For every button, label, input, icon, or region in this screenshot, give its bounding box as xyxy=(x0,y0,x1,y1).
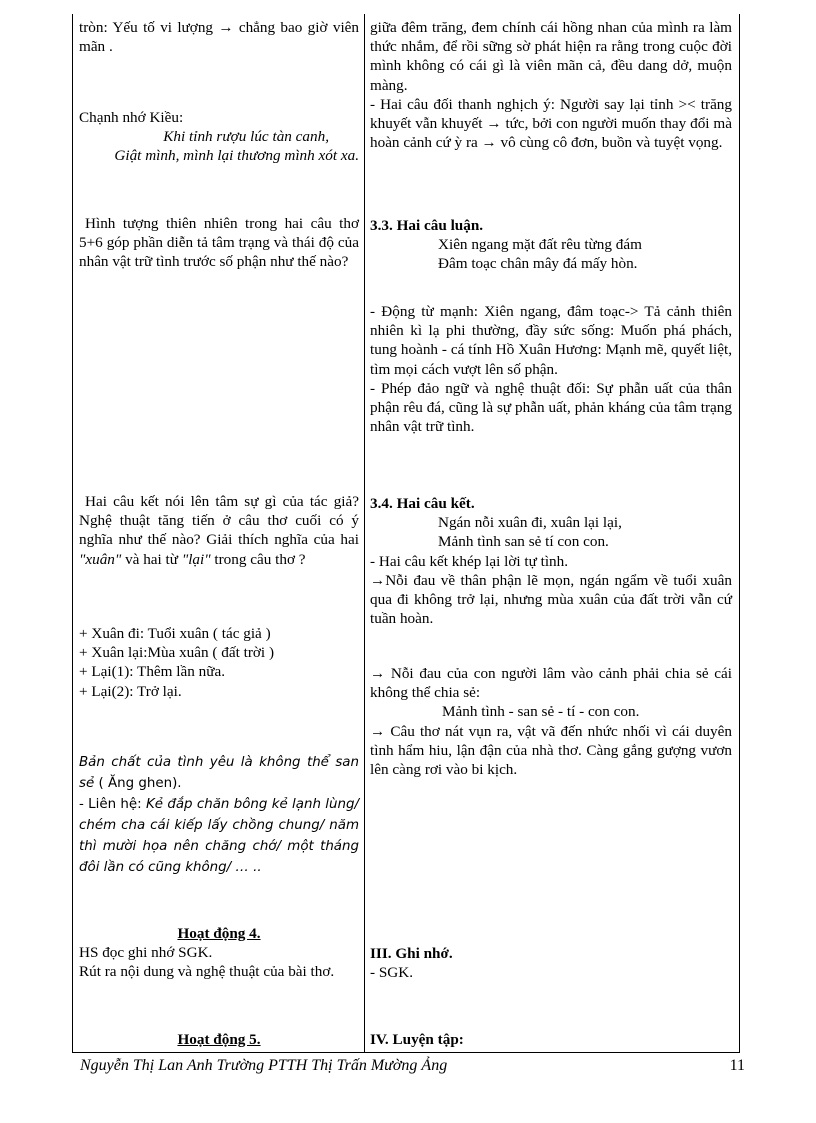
section-3-ghi-nho xyxy=(370,944,732,982)
note-plain: - Liên hệ: xyxy=(79,797,146,812)
question-text xyxy=(79,492,359,569)
table-column-divider xyxy=(364,14,365,1052)
footer-author: Nguyễn Thị Lan Anh Trường PTTH Thị Trấn Mường Ảng xyxy=(80,1057,448,1074)
activity-line: Rút ra nội dung và nghệ thuật của bài thơ. xyxy=(79,963,335,981)
left-label: Chạnh nhớ Kiều: xyxy=(79,109,184,126)
q-part: trong câu thơ ? xyxy=(210,550,306,568)
left-note xyxy=(79,752,359,878)
analysis-text: → Nỗi đau của con người lâm vào cảnh phải chia sẻ cái không thể chia sẻ: xyxy=(370,665,732,702)
explanation-line: + Xuân lại:Mùa xuân ( đất trời ) xyxy=(79,644,274,662)
note-text xyxy=(79,794,359,878)
left-block-chanh-nho xyxy=(79,108,359,166)
section-body: - SGK. xyxy=(370,964,414,982)
activity-line: HS đọc ghi nhớ SGK. xyxy=(79,944,213,962)
explanation-line: + Lại(1): Thêm lần nữa. xyxy=(79,663,225,681)
section-3-3 xyxy=(370,216,732,274)
section-3-3-analysis xyxy=(370,302,732,436)
poem-line: Ngán nỗi xuân đi, xuân lại lại, xyxy=(438,514,622,532)
explanation-line: + Lại(2): Trở lại. xyxy=(79,682,182,700)
left-question-33 xyxy=(79,214,359,272)
right-text: - Hai câu đối thanh nghịch ý: Người say lại tỉnh >< trăng khuyết vẫn khuyết → tức, bởi con người muốn thay đổi mà hoàn cảnh cứ ỳ ra → vô cùng cô đơn, buồn và tuyệt vọng. xyxy=(370,95,732,152)
right-block-1 xyxy=(370,18,732,152)
poem-line: Đâm toạc chân mây đá mấy hòn. xyxy=(438,255,638,273)
note-text xyxy=(79,752,359,794)
activity-title: Hoạt động 5. xyxy=(177,1031,261,1048)
section-title: 3.3. Hai câu luận. xyxy=(370,217,484,234)
poem-line: Mảnh tình san sẻ tí con con. xyxy=(438,533,609,551)
poem-line: Khi tỉnh rượu lúc tàn canh, xyxy=(163,128,329,146)
section-3-4 xyxy=(370,494,732,628)
analysis-text: - Phép đảo ngữ và nghệ thuật đối: Sự phẫn uất của thân phận rêu đá, cũng là sự phẫn uất, phản kháng của tâm trạng nhân vật trữ tình. xyxy=(370,379,732,436)
q-part: Hai câu kết nói lên tâm sự gì của tác giả? Nghệ thuật tăng tiến ở câu thơ cuối có ý nghĩa như thế nào? Giải thích nghĩa của hai xyxy=(79,493,359,549)
section-3-4-analysis xyxy=(370,664,732,779)
left-block-1 xyxy=(79,18,359,56)
section-4-luyen-tap xyxy=(370,1030,732,1049)
left-question-34 xyxy=(79,492,359,569)
question-text: Hình tượng thiên nhiên trong hai câu thơ 5+6 góp phần diễn tả tâm trạng và thái độ của nhân vật trữ tình trước số phận như thế nào? xyxy=(79,215,359,271)
page-footer xyxy=(80,1056,745,1076)
explanation-line: + Xuân đi: Tuổi xuân ( tác giả ) xyxy=(79,625,271,642)
section-title: IV. Luyện tập: xyxy=(370,1031,464,1048)
q-word-xuan: "xuân" xyxy=(79,550,122,568)
poem-line: Mảnh tình - san sẻ - tí - con con. xyxy=(442,703,640,721)
poem-line: Xiên ngang mặt đất rêu từng đám xyxy=(438,236,642,254)
right-text: giữa đêm trăng, đem chính cái hồng nhan của mình ra làm thức nhắm, để rồi sững sờ phát hiện ra rằng trong cuộc đời mình không có cái gì là viên mãn cả, đều dang dở, muộn màng. xyxy=(370,19,732,94)
analysis-text: - Động từ mạnh: Xiên ngang, đâm toạc-> Tả cảnh thiên nhiên kì lạ phi thường, đầy sức sống: Muốn phá phách, tung hoành - cá tính Hồ Xuân Hương: Mạnh mẽ, quyết liệt, tìm mọi cách vượt lên số phận. xyxy=(370,303,732,378)
left-explanations xyxy=(79,624,359,701)
section-title: 3.4. Hai câu kết. xyxy=(370,495,475,512)
activity-title: Hoạt động 4. xyxy=(177,925,261,942)
note-italic: Bản chất của tình yêu là không thể san sẻ xyxy=(79,755,359,791)
q-word-lai: "lại" xyxy=(181,550,211,568)
note-plain: ( Ăng ghen). xyxy=(94,776,182,791)
poem-line: Giật mình, mình lại thương mình xót xa. xyxy=(114,147,359,165)
activity-5 xyxy=(79,1030,359,1049)
left-text: tròn: Yếu tố vi lượng → chẳng bao giờ viên mãn . xyxy=(79,19,359,56)
activity-4 xyxy=(79,924,359,982)
q-part: và hai từ xyxy=(121,550,182,568)
analysis-text: →Nỗi đau về thân phận lẽ mọn, ngán ngẩm về tuổi xuân qua đi không trở lại, nhưng mùa xuân của đất trời vẫn cứ tuần hoàn. xyxy=(370,571,732,628)
page-number: 11 xyxy=(729,1057,745,1074)
note-italic: Kẻ đắp chăn bông kẻ lạnh lùng/ chém cha cái kiếp lấy chồng chung/ năm thì mười họa nên chăng chớ/ một tháng đôi lần có cũng không/ … .. xyxy=(79,797,359,875)
section-title: III. Ghi nhớ. xyxy=(370,945,453,962)
analysis-text: - Hai câu kết khép lại lời tự tình. xyxy=(370,552,569,570)
analysis-text: → Câu thơ nát vụn ra, vật vã đến nhức nhối vì cái duyên tình hẩm hiu, lận đận của nhà thơ. Càng gắng gượng vươn lên càng rơi vào bi kịch. xyxy=(370,722,732,779)
